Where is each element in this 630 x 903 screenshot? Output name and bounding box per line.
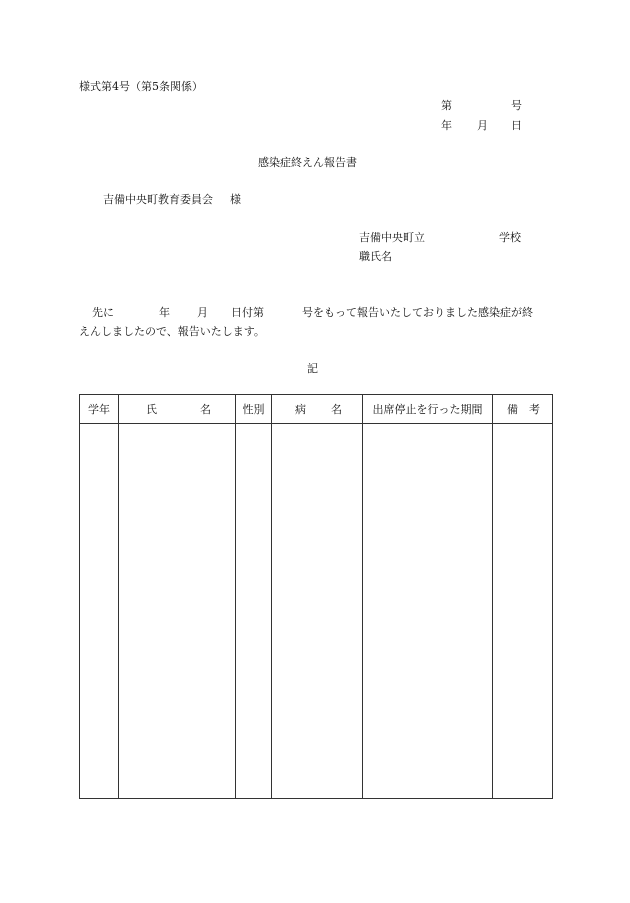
cell-sex[interactable] <box>236 424 272 799</box>
doc-number-prefix: 第 <box>441 99 452 112</box>
header-name: 氏 名 <box>119 395 236 424</box>
report-table <box>79 394 553 799</box>
table-header-row <box>80 395 553 424</box>
addressee-name: 吉備中央町教育委員会 <box>103 193 213 206</box>
date-month: 月 <box>477 119 488 132</box>
doc-number-suffix: 号 <box>511 99 522 112</box>
header-remarks: 備 考 <box>493 395 553 424</box>
cell-suspension-period[interactable] <box>363 424 493 799</box>
body-line1-rest: 号をもって報告いたしておりました感染症が終 <box>302 306 533 319</box>
body-line2: えんしましたので、報告いたします。 <box>79 325 265 338</box>
school-prefix: 吉備中央町立 <box>359 231 425 244</box>
header-disease: 病 名 <box>272 395 363 424</box>
cell-remarks[interactable] <box>493 424 553 799</box>
header-suspension-period: 出席停止を行った期間 <box>363 395 493 424</box>
ki-heading: 記 <box>307 362 318 375</box>
date-year: 年 <box>441 119 452 132</box>
document-title: 感染症終えん報告書 <box>258 156 357 169</box>
header-grade: 学年 <box>80 395 119 424</box>
body-day-ref: 日付第 <box>231 306 264 319</box>
body-lead: 先に <box>92 306 114 319</box>
addressee-honorific: 様 <box>230 193 241 206</box>
body-year: 年 <box>159 306 170 319</box>
cell-name[interactable] <box>119 424 236 799</box>
school-suffix: 学校 <box>499 231 521 244</box>
body-month: 月 <box>197 306 208 319</box>
table-row <box>80 424 553 799</box>
header-sex: 性別 <box>236 395 272 424</box>
cell-disease[interactable] <box>272 424 363 799</box>
position-name-label: 職氏名 <box>359 250 392 263</box>
date-day: 日 <box>511 119 522 132</box>
form-number: 様式第4号（第5条関係） <box>79 80 203 93</box>
cell-grade[interactable] <box>80 424 119 799</box>
